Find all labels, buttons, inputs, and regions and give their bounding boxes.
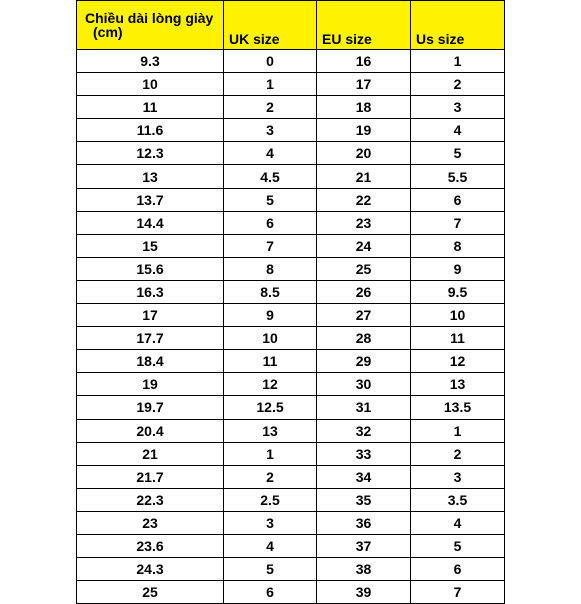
cell-eu-size: 34 [317,465,411,488]
cell-eu-size: 39 [317,581,411,604]
cell-uk-size: 4.5 [224,165,317,188]
table-row [77,257,505,280]
cell-eu-size: 19 [317,119,411,142]
cell-eu-size: 23 [317,211,411,234]
cell-uk-size: 8.5 [224,280,317,303]
cell-uk-size: 2 [224,96,317,119]
table-row [77,234,505,257]
cell-eu-size: 16 [317,50,411,73]
cell-us-size: 3 [411,465,505,488]
cell-uk-size: 5 [224,188,317,211]
table-row [77,142,505,165]
cell-us-size: 7 [411,211,505,234]
cell-us-size: 11 [411,327,505,350]
cell-foot-length-cm: 22.3 [77,488,224,511]
cell-us-size: 4 [411,119,505,142]
cell-uk-size: 6 [224,581,317,604]
cell-foot-length-cm: 13.7 [77,188,224,211]
table-row [77,280,505,303]
cell-us-size: 5 [411,142,505,165]
header-foot-length-unit: (cm) [93,24,123,40]
cell-uk-size: 0 [224,50,317,73]
cell-eu-size: 31 [317,396,411,419]
cell-us-size: 3.5 [411,488,505,511]
shoe-size-table [76,0,505,604]
table-row [77,188,505,211]
cell-foot-length-cm: 24.3 [77,558,224,581]
table-row [77,50,505,73]
table-row [77,581,505,604]
cell-eu-size: 24 [317,234,411,257]
cell-uk-size: 2.5 [224,488,317,511]
cell-foot-length-cm: 23.6 [77,534,224,557]
table-row [77,165,505,188]
cell-uk-size: 12.5 [224,396,317,419]
cell-us-size: 2 [411,442,505,465]
table-row [77,350,505,373]
cell-uk-size: 7 [224,234,317,257]
cell-eu-size: 38 [317,558,411,581]
cell-us-size: 1 [411,419,505,442]
cell-eu-size: 33 [317,442,411,465]
cell-uk-size: 6 [224,211,317,234]
cell-eu-size: 27 [317,304,411,327]
cell-uk-size: 4 [224,534,317,557]
cell-foot-length-cm: 21 [77,442,224,465]
cell-us-size: 10 [411,304,505,327]
cell-uk-size: 1 [224,442,317,465]
cell-foot-length-cm: 15.6 [77,257,224,280]
table-row [77,119,505,142]
cell-eu-size: 28 [317,327,411,350]
header-uk-size: UK size [224,1,317,50]
cell-us-size: 2 [411,73,505,96]
table-row [77,327,505,350]
cell-us-size: 1 [411,50,505,73]
table-row [77,465,505,488]
cell-uk-size: 3 [224,119,317,142]
cell-eu-size: 21 [317,165,411,188]
cell-eu-size: 22 [317,188,411,211]
table-row [77,488,505,511]
cell-eu-size: 17 [317,73,411,96]
table-row [77,511,505,534]
cell-foot-length-cm: 25 [77,581,224,604]
cell-uk-size: 13 [224,419,317,442]
cell-eu-size: 20 [317,142,411,165]
cell-foot-length-cm: 17 [77,304,224,327]
cell-uk-size: 9 [224,304,317,327]
cell-foot-length-cm: 10 [77,73,224,96]
cell-foot-length-cm: 9.3 [77,50,224,73]
cell-uk-size: 12 [224,373,317,396]
cell-eu-size: 30 [317,373,411,396]
cell-uk-size: 2 [224,465,317,488]
cell-foot-length-cm: 21.7 [77,465,224,488]
table-row [77,211,505,234]
cell-uk-size: 4 [224,142,317,165]
cell-us-size: 6 [411,558,505,581]
cell-uk-size: 8 [224,257,317,280]
header-foot-length-title: Chiều dài lòng giày [85,10,214,26]
cell-foot-length-cm: 11 [77,96,224,119]
cell-us-size: 13.5 [411,396,505,419]
table-row [77,73,505,96]
cell-us-size: 9.5 [411,280,505,303]
table-row [77,96,505,119]
cell-foot-length-cm: 15 [77,234,224,257]
size-table-body [77,1,505,604]
cell-foot-length-cm: 12.3 [77,142,224,165]
table-row [77,304,505,327]
table-row [77,558,505,581]
cell-eu-size: 37 [317,534,411,557]
cell-us-size: 6 [411,188,505,211]
cell-foot-length-cm: 11.6 [77,119,224,142]
cell-us-size: 7 [411,581,505,604]
table-row [77,442,505,465]
cell-foot-length-cm: 13 [77,165,224,188]
table-row [77,534,505,557]
cell-eu-size: 35 [317,488,411,511]
table-row [77,396,505,419]
cell-foot-length-cm: 14.4 [77,211,224,234]
cell-us-size: 9 [411,257,505,280]
table-row [77,419,505,442]
header-us-size: Us size [411,1,505,50]
cell-eu-size: 32 [317,419,411,442]
cell-foot-length-cm: 18.4 [77,350,224,373]
cell-eu-size: 25 [317,257,411,280]
cell-us-size: 3 [411,96,505,119]
cell-foot-length-cm: 17.7 [77,327,224,350]
cell-foot-length-cm: 23 [77,511,224,534]
header-eu-size: EU size [317,1,411,50]
header-foot-length [77,1,224,50]
table-row [77,373,505,396]
cell-us-size: 4 [411,511,505,534]
cell-us-size: 5.5 [411,165,505,188]
cell-eu-size: 36 [317,511,411,534]
cell-us-size: 12 [411,350,505,373]
cell-uk-size: 3 [224,511,317,534]
cell-uk-size: 11 [224,350,317,373]
cell-foot-length-cm: 20.4 [77,419,224,442]
cell-us-size: 5 [411,534,505,557]
cell-uk-size: 10 [224,327,317,350]
cell-us-size: 13 [411,373,505,396]
cell-eu-size: 29 [317,350,411,373]
cell-uk-size: 1 [224,73,317,96]
cell-foot-length-cm: 16.3 [77,280,224,303]
cell-eu-size: 18 [317,96,411,119]
cell-us-size: 8 [411,234,505,257]
cell-foot-length-cm: 19 [77,373,224,396]
cell-foot-length-cm: 19.7 [77,396,224,419]
cell-uk-size: 5 [224,558,317,581]
cell-eu-size: 26 [317,280,411,303]
table-header-row [77,1,505,50]
